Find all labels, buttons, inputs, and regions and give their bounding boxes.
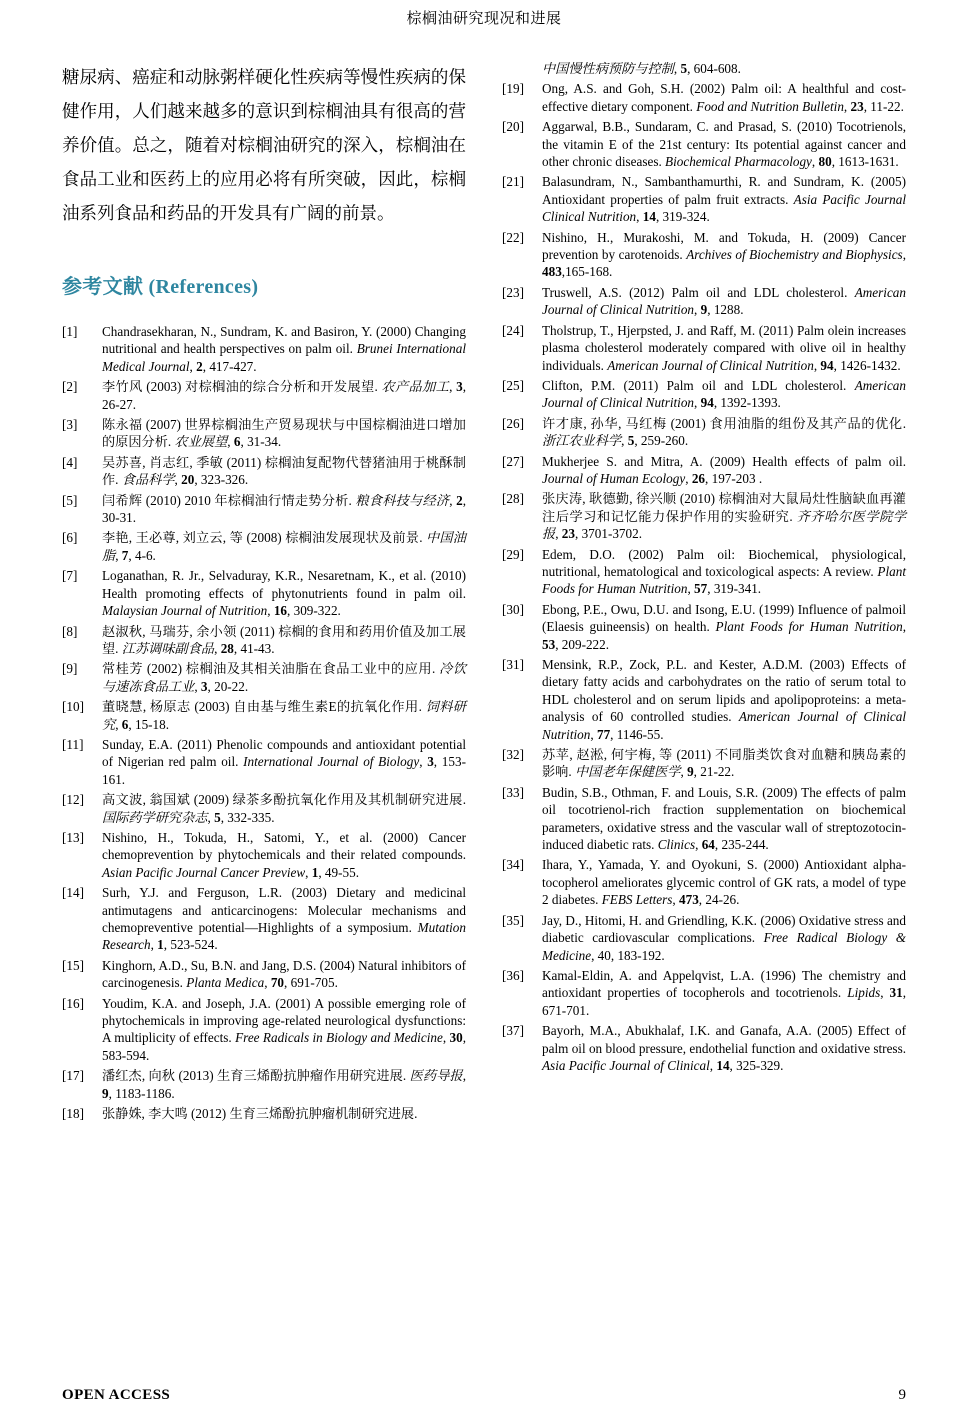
reference-item [502, 601, 906, 653]
reference-number: [10] [62, 699, 84, 715]
reference-number: [24] [502, 322, 524, 338]
reference-number [502, 60, 542, 77]
reference-item [62, 492, 466, 527]
reference-number: [19] [502, 81, 524, 97]
running-head-title: 棕榈油研究现况和进展 [406, 11, 562, 27]
reference-text: 高文波, 翁国斌 (2009) 绿茶多酚抗氧化作用及其机制研究进展. 国际药学研究杂志, 5, 332-335. [102, 792, 466, 825]
reference-number: [18] [62, 1106, 84, 1122]
two-column-content [0, 28, 968, 1125]
reference-item [502, 80, 906, 115]
reference-text: 陈永福 (2007) 世界棕榈油生产贸易现状与中国棕榈油进口增加的原因分析. 农业展望, 6, 31-34. [102, 417, 466, 450]
reference-number: [9] [62, 661, 78, 677]
reference-text: Sunday, E.A. (2011) Phenolic compounds and antioxidant potential of Nigerian red palm oil. International Journal of Biology, 3, 153-161. [102, 736, 466, 787]
reference-number: [8] [62, 623, 78, 639]
reference-text: Kamal-Eldin, A. and Appelqvist, L.A. (1996) The chemistry and antioxidant properties of tocopherols and tocotrienols. Lipids, 31, 671-701. [542, 967, 907, 1018]
column-right [502, 60, 906, 1125]
page-footer [62, 1387, 906, 1404]
reference-text: Ebong, P.E., Owu, D.U. and Isong, E.U. (1999) Influence of palmoil (Elaesis guineensis) on health. Plant Foods for Human Nutrition, 53, 209-222. [542, 601, 906, 652]
reference-number: [13] [62, 829, 84, 845]
reference-item [502, 912, 906, 964]
reference-item [62, 791, 466, 826]
reference-item [62, 736, 466, 788]
reference-number: [4] [62, 454, 78, 470]
open-access-label: OPEN ACCESS [62, 1387, 171, 1403]
reference-number: [5] [62, 492, 78, 508]
reference-text: Balasundram, N., Sambanthamurthi, R. and Sundram, K. (2005) Antioxidant properties of palm fruit extracts. Asia Pacific Journal Clinical Nutrition, 14, 319-324. [542, 174, 906, 225]
reference-text: 吴苏喜, 肖志红, 季敏 (2011) 棕榈油复配物代替猪油用于桃酥制作. 食品科学, 20, 323-326. [102, 454, 466, 488]
reference-text: 苏苹, 赵淞, 何宇梅, 等 (2011) 不同脂类饮食对血糖和胰岛素的影响. 中国老年保健医学, 9, 21-22. [542, 747, 906, 780]
reference-item [502, 415, 906, 450]
reference-text: 潘红杰, 向秋 (2013) 生育三烯酚抗肿瘤作用研究进展. 医药导报, 9, 1183-1186. [102, 1068, 466, 1101]
reference-item [62, 1105, 466, 1122]
reference-number: [17] [62, 1068, 84, 1084]
reference-text: Clifton, P.M. (2011) Palm oil and LDL cholesterol. American Journal of Clinical Nutrition, 94, 1392-1393. [542, 377, 906, 411]
reference-text: Mensink, R.P., Zock, P.L. and Kester, A.D.M. (2003) Effects of dietary fatty acids and carbohydrates on the ratio of serum total to HDL cholesterol and on serum lipids and apolipoproteins: a meta-analysis of 60 controlled studies. American Journal of Clinical Nutrition, 77, 1146-55. [542, 657, 907, 742]
reference-item [62, 567, 466, 619]
reference-text: 张静姝, 李大鸣 (2012) 生育三烯酚抗肿瘤机制研究进展. [102, 1106, 418, 1122]
reference-number: [37] [502, 1023, 524, 1039]
reference-text: 李艳, 王必尊, 刘立云, 等 (2008) 棕榈油发展现状及前景. 中国油脂, 7, 4-6. [102, 530, 466, 563]
reference-text: Edem, D.O. (2002) Palm oil: Biochemical, physiological, nutritional, hematological and toxicological aspects: A review. Plant Foods for Human Nutrition, 57, 319-341. [542, 546, 906, 597]
reference-text: Chandrasekharan, N., Sundram, K. and Basiron, Y. (2000) Changing nutritional and health perspectives on palm oil. Brunei International Medical Journal, 2, 417-427. [102, 324, 466, 374]
reference-item [502, 1022, 906, 1074]
reference-number: [34] [502, 857, 524, 873]
reference-item [62, 957, 466, 992]
reference-number: [22] [502, 229, 524, 245]
reference-number: [11] [62, 736, 84, 752]
references-list-right [502, 60, 906, 1074]
reference-item [502, 656, 906, 743]
reference-text: 许才康, 孙华, 马红梅 (2001) 食用油脂的组份及其产品的优化. 浙江农业科学, 5, 259-260. [542, 415, 906, 449]
reference-text: Nishino, H., Murakoshi, M. and Tokuda, H. (2009) Cancer prevention by carotenoids. Archives of Biochemistry and Biophysics, 483,165-168. [542, 229, 906, 280]
reference-item [502, 746, 906, 781]
reference-item [62, 698, 466, 733]
reference-item [62, 1067, 466, 1102]
reference-text: Bayorh, M.A., Abukhalaf, I.K. and Ganafa, A.A. (2005) Effect of palm oil on blood pressure, endothelial function and oxidative stress. Asia Pacific Journal of Clinical, 14, 325-329. [542, 1023, 906, 1073]
reference-item [502, 784, 906, 854]
reference-item [502, 856, 906, 908]
reference-item [62, 623, 466, 658]
reference-number: [36] [502, 967, 524, 983]
reference-number: [35] [502, 912, 524, 928]
reference-item [502, 322, 906, 374]
reference-number: [12] [62, 792, 84, 808]
reference-text: 中国慢性病预防与控制, 5, 604-608. [542, 61, 741, 76]
reference-item [62, 884, 466, 954]
reference-item [62, 995, 466, 1065]
reference-item [62, 323, 466, 375]
reference-number: [20] [502, 119, 524, 135]
reference-text: 常桂芳 (2002) 棕榈油及其相关油脂在食品工业中的应用. 冷饮与速冻食品工业, 3, 20-22. [102, 661, 467, 694]
reference-item [502, 453, 906, 488]
references-heading: 参考文献 (References) [62, 276, 259, 298]
reference-text: Truswell, A.S. (2012) Palm oil and LDL cholesterol. American Journal of Clinical Nutrition, 9, 1288. [542, 284, 906, 318]
reference-number: [33] [502, 784, 524, 800]
reference-number: [14] [62, 885, 84, 901]
reference-item [502, 173, 906, 225]
reference-number: [16] [62, 995, 84, 1011]
reference-text: 李竹风 (2003) 对棕榈油的综合分析和开发展望. 农产品加工, 3, 26-27. [102, 379, 467, 412]
reference-item [62, 416, 466, 451]
reference-text: Ong, A.S. and Goh, S.H. (2002) Palm oil: A healthful and cost-effective dietary component. Food and Nutrition Bulletin, 23, 11-22. [542, 81, 906, 114]
reference-text: Youdim, K.A. and Joseph, J.A. (2001) A possible emerging role of phytochemicals in improving age-related neurological dysfunctions: A multiplicity of effects. Free Radicals in Biology and Medicine, 30, 583-594. [102, 995, 466, 1063]
reference-item [62, 378, 466, 413]
reference-number: [25] [502, 377, 524, 393]
reference-number: [31] [502, 657, 524, 672]
reference-item [502, 490, 906, 542]
reference-item [62, 660, 466, 695]
reference-item [502, 546, 906, 598]
reference-text: Kinghorn, A.D., Su, B.N. and Jang, D.S. (2004) Natural inhibitors of carcinogenesis. Planta Medica, 70, 691-705. [102, 957, 466, 991]
reference-text: 赵淑秋, 马瑞芬, 余小领 (2011) 棕榈的食用和药用价值及加工展望. 江苏调味副食品, 28, 41-43. [102, 623, 466, 656]
reference-item [62, 829, 466, 881]
reference-number: [23] [502, 284, 524, 300]
reference-text: Aggarwal, B.B., Sundaram, C. and Prasad, S. (2010) Tocotrienols, the vitamin E of the 21st century: Its potential against cancer and other chronic diseases. Biochemical Pharmacology, 80, 1613-1631. [542, 119, 906, 170]
reference-text: 闫希辉 (2010) 2010 年棕榈油行情走势分析. 粮食科技与经济, 2, 30-31. [102, 492, 466, 526]
reference-text: 张庆涛, 耿德勤, 徐兴顺 (2010) 棕榈油对大鼠局灶性脑缺血再灌注后学习和记忆能力保护作用的实验研究. 齐齐哈尔医学院学报, 23, 3701-3702. [542, 491, 907, 542]
reference-number: [3] [62, 417, 78, 433]
reference-number: [30] [502, 601, 524, 617]
reference-text: Ihara, Y., Yamada, Y. and Oyokuni, S. (2000) Antioxidant alpha-tocopherol ameliorates glycemic control of GK rats, a model of type 2 diabetes. FEBS Letters, 473, 24-26. [542, 857, 906, 908]
reference-number: [26] [502, 415, 524, 431]
reference-text: Budin, S.B., Othman, F. and Louis, S.R. (2009) The effects of palm oil tocotrienol-rich fraction supplementation on biochemical parameters, oxidative stress and the vascular wall of streptozotocin-induced diabetic rats. Clinics, 64, 235-244. [542, 784, 906, 853]
reference-item [62, 454, 466, 489]
reference-number: [28] [502, 491, 524, 507]
reference-number: [21] [502, 174, 524, 190]
reference-number: [15] [62, 957, 84, 973]
reference-item [62, 529, 466, 564]
reference-text: Jay, D., Hitomi, H. and Griendling, K.K. (2006) Oxidative stress and diabetic cardiovascular complications. Free Radical Biology & Medicine, 40, 183-192. [542, 912, 907, 963]
reference-text: Tholstrup, T., Hjerpsted, J. and Raff, M. (2011) Palm olein increases plasma cholesterol moderately compared with olive oil in healthy individuals. American Journal of Clinical Nutrition, 94, 1426-1432. [542, 322, 906, 373]
reference-number: [27] [502, 453, 524, 469]
reference-number: [1] [62, 324, 78, 339]
reference-continuation [502, 60, 906, 77]
reference-number: [29] [502, 546, 524, 562]
page-number: 9 [898, 1387, 906, 1403]
column-left [62, 60, 466, 1125]
reference-text: 董晓慧, 杨原志 (2003) 自由基与维生素E的抗氧化作用. 饲料研究, 6, 15-18. [102, 699, 466, 732]
reference-item [502, 967, 906, 1019]
reference-item [502, 377, 906, 412]
reference-text: Surh, Y.J. and Ferguson, L.R. (2003) Dietary and medicinal antimutagens and anticarcinogens: Molecular mechanisms and chemopreventive potential—Highlights of a symposium. Mutation Research, 1, 523-524. [102, 885, 466, 953]
reference-text: Mukherjee S. and Mitra, A. (2009) Health effects of palm oil. Journal of Human Ecology, 26, 197-203 . [542, 453, 906, 486]
reference-number: [6] [62, 530, 78, 546]
references-list-left [62, 323, 466, 1122]
reference-number: [7] [62, 568, 78, 584]
intro-paragraph: 糖尿病、癌症和动脉粥样硬化性疾病等慢性疾病的保健作用，人们越来越多的意识到棕榈油具有很高的营养价值。总之，随着对棕榈油研究的深入，棕榈油在食品工业和医药上的应用必将有所突破，因此，棕榈油系列食品和药品的开发具有广阔的前景。 [62, 67, 466, 223]
reference-item [502, 284, 906, 319]
reference-number: [32] [502, 747, 524, 763]
reference-item [502, 229, 906, 281]
reference-item [502, 118, 906, 170]
reference-text: Nishino, H., Tokuda, H., Satomi, Y., et al. (2000) Cancer chemoprevention by phytochemicals and their related compounds. Asian Pacific Journal Cancer Preview, 1, 49-55. [102, 829, 466, 880]
reference-number: [2] [62, 379, 78, 395]
reference-text: Loganathan, R. Jr., Selvaduray, K.R., Nesaretnam, K., et al. (2010) Health promoting effects of phytonutrients found in palm oil. Malaysian Journal of Nutrition, 16, 309-322. [102, 568, 466, 619]
